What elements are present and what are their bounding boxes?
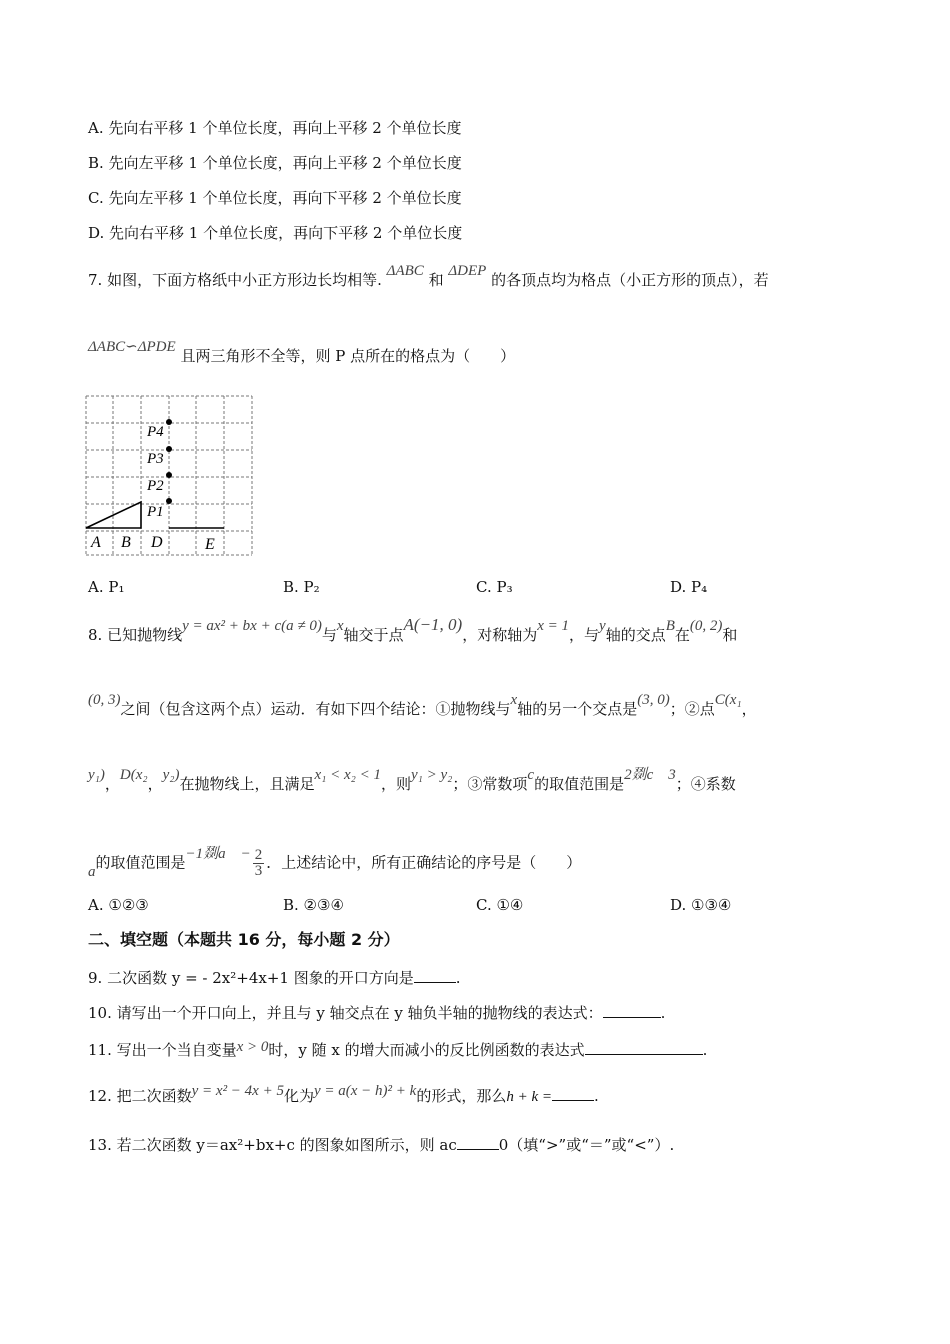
q8-t9: 之间（包含这两个点）运动．有如下四个结论：①抛物线与 [120, 700, 511, 718]
q8-option-b: B. ②③④ [283, 896, 344, 914]
q13-t1: 13. 若二次函数 y＝ax²+bx+c 的图象如图所示，则 ac [88, 1136, 457, 1154]
q10 [88, 1003, 665, 1023]
q7-text1: 如图，下面方格纸中小正方形边长均相等. [107, 271, 382, 289]
q8-m19: a [88, 863, 96, 880]
label-p2: P2 [147, 478, 164, 494]
q8-t2: 与 [321, 626, 337, 644]
q12-t3: 的形式，那么 [416, 1087, 507, 1105]
q10-text: 10. 请写出一个开口向上，并且与 y 轴交点在 y 轴负半轴的抛物线的表达式： [88, 1004, 603, 1022]
label-a: A [91, 534, 101, 551]
label-b: B [121, 534, 131, 551]
q6-option-a: A. 先向右平移 1 个单位长度，再向上平移 2 个单位长度 [88, 119, 462, 137]
q12-m3: h + k = [506, 1089, 552, 1105]
q6-option-b: B. 先向左平移 1 个单位长度，再向上平移 2 个单位长度 [88, 154, 462, 172]
q8-m17: c [527, 767, 535, 783]
q8-t4: ，对称轴为 [462, 626, 538, 644]
q6-option-c: C. 先向左平移 1 个单位长度，再向下平移 2 个单位长度 [88, 189, 462, 207]
q7-grid-figure [85, 395, 255, 557]
q8-m20a: −1剟a − [185, 845, 251, 862]
q7-option-c: C. P₃ [476, 578, 513, 596]
q7-option-d: D. P₄ [670, 578, 708, 596]
q8-t17: ；③常数项 [452, 775, 528, 793]
q8-m16: y₁ > y₂ [411, 767, 453, 783]
point-p1 [166, 498, 172, 504]
q12-t1: 12. 把二次函数 [88, 1087, 192, 1105]
q8-m8: (0, 3) [88, 692, 121, 708]
q7-stem-line1 [88, 263, 769, 291]
q8-t18: 的取值范围是 [534, 775, 625, 793]
q12-m1: y = x² − 4x + 5 [191, 1083, 284, 1099]
q9 [88, 968, 461, 988]
q8-m11: C(x₁ [714, 692, 742, 708]
q8-line4 [88, 845, 582, 880]
q8-number: 8. [88, 626, 103, 644]
q8-t5: ，与 [569, 626, 600, 644]
q8-t7: 在 [674, 626, 690, 644]
q8-m14: y₂) [162, 767, 180, 783]
q8-m15: x₁ < x₂ < 1 [314, 767, 381, 783]
q8-m4: x = 1 [537, 618, 570, 634]
q8-line1 [88, 615, 738, 646]
q8-option-c: C. ①④ [476, 896, 524, 914]
q8-frac-num: 2 [254, 847, 263, 863]
q8-t21: ．上述结论中，所有正确结论的序号是（ ） [266, 853, 582, 872]
q11-t1: 11. 写出一个当自变量 [88, 1041, 237, 1059]
q8-t10: 轴的另一个交点是 [517, 700, 638, 718]
q8-line2 [88, 692, 757, 720]
q8-t12: ， [741, 700, 757, 718]
q8-option-a: A. ①②③ [88, 896, 149, 914]
q8-t15: 在抛物线上，且满足 [179, 775, 315, 793]
q8-frac-den: 3 [254, 863, 263, 879]
q13 [88, 1135, 674, 1155]
q13-t2: 0（填“>”或“＝”或“<”）. [498, 1136, 675, 1154]
q12-t2: 化为 [283, 1087, 314, 1105]
q8-t11: ；②点 [669, 700, 715, 718]
q8-m2: x [336, 618, 344, 634]
q8-t3: 轴交于点 [343, 626, 404, 644]
label-e: E [205, 536, 215, 553]
q6-option-d: D. 先向右平移 1 个单位长度，再向下平移 2 个单位长度 [88, 224, 463, 242]
point-p2 [166, 472, 172, 478]
q8-t8: 和 [722, 626, 738, 644]
q8-t19: ；④系数 [675, 775, 736, 793]
q7-option-b: B. P₂ [283, 578, 320, 596]
q7-text3: 且两三角形不全等，则 P 点所在的格点为（ ） [180, 347, 516, 365]
q8-option-d: D. ①③④ [670, 896, 732, 914]
q8-fraction [253, 848, 265, 879]
q11-end: . [702, 1041, 708, 1059]
label-p1: P1 [147, 504, 164, 520]
q9-blank[interactable] [414, 968, 456, 983]
q8-m9: x [510, 692, 518, 708]
q8-m12: y₁) [88, 767, 105, 783]
q7-stem-line2 [88, 339, 516, 367]
label-p4: P4 [147, 424, 164, 440]
q9-end: . [455, 969, 461, 987]
point-p3 [166, 446, 172, 452]
q8-t14: ， [147, 775, 163, 793]
triangle-abc [86, 502, 141, 528]
q8-m1: y = ax² + bx + c(a ≠ 0) [182, 618, 322, 634]
q11-t2: 时，y 随 x 的增大而减小的反比例函数的表达式 [268, 1041, 585, 1059]
point-p4 [166, 419, 172, 425]
q8-m3: A(−1, 0) [403, 615, 463, 634]
q8-m13: D(x₂ [119, 767, 148, 783]
q7-and: 和 [428, 271, 444, 289]
q12-blank[interactable] [552, 1086, 594, 1101]
q7-option-a: A. P₁ [88, 578, 125, 596]
q8-t20: 的取值范围是 [95, 853, 186, 872]
q8-t1: 已知抛物线 [107, 626, 183, 644]
q11-blank[interactable] [585, 1040, 703, 1055]
q8-m18: 2剟c 3 [624, 767, 676, 783]
q11 [88, 1040, 707, 1061]
q7-text2: 的各顶点均为格点（小正方形的顶点），若 [491, 271, 769, 289]
q11-m1: x > 0 [236, 1039, 269, 1055]
section2-title: 二、填空题（本题共 16 分，每小题 2 分） [88, 930, 400, 949]
q12-end: . [593, 1087, 599, 1105]
q7-math-similar: ΔABC∽ΔPDE [88, 339, 176, 355]
q7-math-abc: ΔABC [386, 263, 424, 279]
q8-m7: (0, 2) [689, 618, 723, 634]
q13-blank[interactable] [457, 1135, 499, 1150]
q7-math-dep: ΔDEP [448, 263, 487, 279]
q8-m6: B [665, 618, 675, 634]
q8-line3 [88, 767, 736, 795]
q8-t16: ，则 [381, 775, 412, 793]
q10-blank[interactable] [603, 1003, 661, 1018]
q8-m5: y [599, 618, 606, 634]
label-p3: P3 [147, 451, 164, 467]
q8-t13: ， [104, 775, 120, 793]
q8-m10: (3, 0) [637, 692, 670, 708]
q8-t6: 轴的交点 [605, 626, 666, 644]
q12 [88, 1083, 599, 1107]
q10-end: . [660, 1004, 666, 1022]
q9-text: 9. 二次函数 y = ‑ 2x²+4x+1 图象的开口方向是 [88, 969, 414, 987]
label-d: D [151, 534, 163, 551]
q12-m2: y = a(x − h)² + k [313, 1083, 417, 1099]
q7-number: 7. [88, 271, 103, 289]
